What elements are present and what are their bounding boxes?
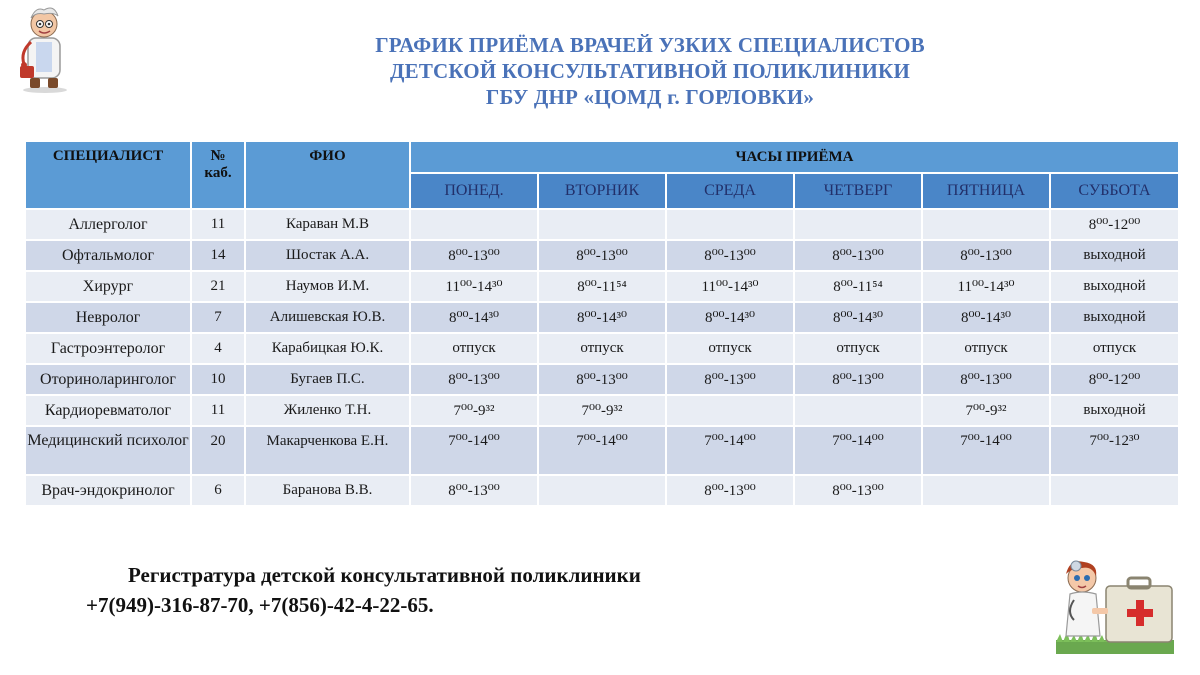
cell-room: 4	[192, 334, 244, 363]
cell-mon	[411, 210, 537, 239]
cell-mon: 8⁰⁰-14³⁰	[411, 303, 537, 332]
cell-specialist: Гастроэнтеролог	[26, 334, 190, 363]
cell-tue: 7⁰⁰-9³²	[539, 396, 665, 425]
page-title	[300, 32, 1000, 110]
cell-tue: 8⁰⁰-13⁰⁰	[539, 241, 665, 270]
cell-mon: 8⁰⁰-13⁰⁰	[411, 476, 537, 505]
cell-mon: 11⁰⁰-14³⁰	[411, 272, 537, 301]
cell-thu	[795, 396, 921, 425]
cell-tue: 8⁰⁰-14³⁰	[539, 303, 665, 332]
table-row	[26, 427, 1178, 474]
cell-sat	[1051, 476, 1178, 505]
cell-mon: 7⁰⁰-9³²	[411, 396, 537, 425]
header-room-line2: каб.	[204, 165, 232, 181]
cartoon-doctor-icon	[14, 2, 76, 94]
cell-room: 14	[192, 241, 244, 270]
cell-mon: 8⁰⁰-13⁰⁰	[411, 365, 537, 394]
title-line-3: ГБУ ДНР «ЦОМД г. ГОРЛОВКИ»	[485, 85, 815, 109]
cell-specialist: Врач-эндокринолог	[26, 476, 190, 505]
cell-wed: 8⁰⁰-14³⁰	[667, 303, 793, 332]
day-header-wed: СРЕДА	[667, 174, 793, 208]
cell-fri: 8⁰⁰-14³⁰	[923, 303, 1049, 332]
cell-name: Жиленко Т.Н.	[246, 396, 409, 425]
cell-specialist: Офтальмолог	[26, 241, 190, 270]
cell-fri: 8⁰⁰-13⁰⁰	[923, 241, 1049, 270]
cell-fri: 7⁰⁰-9³²	[923, 396, 1049, 425]
cell-sat: 8⁰⁰-12⁰⁰	[1051, 210, 1178, 239]
cell-fri	[923, 210, 1049, 239]
cell-wed	[667, 396, 793, 425]
cell-wed: отпуск	[667, 334, 793, 363]
registry-title: Регистратура детской консультативной поликлиники	[128, 563, 641, 587]
cell-sat: 7⁰⁰-12³⁰	[1051, 427, 1178, 474]
cell-thu: 8⁰⁰-13⁰⁰	[795, 476, 921, 505]
cell-tue: отпуск	[539, 334, 665, 363]
day-header-tue: ВТОРНИК	[539, 174, 665, 208]
cell-wed: 11⁰⁰-14³⁰	[667, 272, 793, 301]
cell-wed: 8⁰⁰-13⁰⁰	[667, 365, 793, 394]
cartoon-doctor-with-medkit-icon	[1052, 556, 1178, 656]
cell-fri: 8⁰⁰-13⁰⁰	[923, 365, 1049, 394]
cell-tue: 8⁰⁰-11⁵⁴	[539, 272, 665, 301]
cell-mon: 7⁰⁰-14⁰⁰	[411, 427, 537, 474]
table-row	[26, 365, 1178, 394]
cell-thu: 7⁰⁰-14⁰⁰	[795, 427, 921, 474]
cell-sat: 8⁰⁰-12⁰⁰	[1051, 365, 1178, 394]
cell-mon: 8⁰⁰-13⁰⁰	[411, 241, 537, 270]
cell-name: Караван М.В	[246, 210, 409, 239]
cell-wed: 7⁰⁰-14⁰⁰	[667, 427, 793, 474]
day-header-mon: ПОНЕД.	[411, 174, 537, 208]
table-row	[26, 272, 1178, 301]
cell-fri: отпуск	[923, 334, 1049, 363]
cell-fri: 11⁰⁰-14³⁰	[923, 272, 1049, 301]
cell-mon: отпуск	[411, 334, 537, 363]
cell-thu: 8⁰⁰-13⁰⁰	[795, 365, 921, 394]
cell-room: 10	[192, 365, 244, 394]
cell-wed	[667, 210, 793, 239]
cell-specialist: Медицинский психолог	[26, 427, 190, 474]
schedule-table	[24, 140, 1180, 507]
cell-name: Шостак А.А.	[246, 241, 409, 270]
header-room-line1: №	[210, 148, 226, 164]
cell-sat: выходной	[1051, 241, 1178, 270]
cell-specialist: Кардиоревматолог	[26, 396, 190, 425]
cell-room: 11	[192, 396, 244, 425]
table-row	[26, 303, 1178, 332]
cell-room: 7	[192, 303, 244, 332]
cell-room: 6	[192, 476, 244, 505]
cell-tue	[539, 476, 665, 505]
day-header-fri: ПЯТНИЦА	[923, 174, 1049, 208]
cell-room: 21	[192, 272, 244, 301]
cell-name: Бугаев П.С.	[246, 365, 409, 394]
header-hours: ЧАСЫ ПРИЁМА	[411, 142, 1178, 172]
cell-name: Макарченкова Е.Н.	[246, 427, 409, 474]
cell-room: 11	[192, 210, 244, 239]
cell-fri: 7⁰⁰-14⁰⁰	[923, 427, 1049, 474]
header-specialist: СПЕЦИАЛИСТ	[26, 142, 190, 208]
registry-contacts	[86, 560, 906, 620]
cell-wed: 8⁰⁰-13⁰⁰	[667, 476, 793, 505]
table-row	[26, 210, 1178, 239]
cell-name: Наумов И.М.	[246, 272, 409, 301]
cell-thu	[795, 210, 921, 239]
cell-tue: 8⁰⁰-13⁰⁰	[539, 365, 665, 394]
cell-room: 20	[192, 427, 244, 474]
cell-fri	[923, 476, 1049, 505]
cell-sat: отпуск	[1051, 334, 1178, 363]
day-header-sat: СУББОТА	[1051, 174, 1178, 208]
registry-phones: +7(949)-316-87-70, +7(856)-42-4-22-65.	[86, 593, 434, 617]
table-row	[26, 241, 1178, 270]
cell-thu: отпуск	[795, 334, 921, 363]
cell-specialist: Аллерголог	[26, 210, 190, 239]
table-row	[26, 476, 1178, 505]
cell-tue	[539, 210, 665, 239]
cell-name: Баранова В.В.	[246, 476, 409, 505]
cell-name: Карабицкая Ю.К.	[246, 334, 409, 363]
cell-specialist: Невролог	[26, 303, 190, 332]
cell-thu: 8⁰⁰-14³⁰	[795, 303, 921, 332]
cell-sat: выходной	[1051, 396, 1178, 425]
cell-specialist: Оториноларинголог	[26, 365, 190, 394]
table-row	[26, 396, 1178, 425]
cell-wed: 8⁰⁰-13⁰⁰	[667, 241, 793, 270]
header-room	[192, 142, 244, 208]
cell-name: Алишевская Ю.В.	[246, 303, 409, 332]
title-line-1: ГРАФИК ПРИЁМА ВРАЧЕЙ УЗКИХ СПЕЦИАЛИСТОВ	[375, 33, 925, 57]
title-line-2: ДЕТСКОЙ КОНСУЛЬТАТИВНОЙ ПОЛИКЛИНИКИ	[389, 59, 911, 83]
cell-specialist: Хирург	[26, 272, 190, 301]
header-name: ФИО	[246, 142, 409, 208]
cell-sat: выходной	[1051, 272, 1178, 301]
cell-thu: 8⁰⁰-13⁰⁰	[795, 241, 921, 270]
cell-sat: выходной	[1051, 303, 1178, 332]
cell-tue: 7⁰⁰-14⁰⁰	[539, 427, 665, 474]
cell-thu: 8⁰⁰-11⁵⁴	[795, 272, 921, 301]
day-header-thu: ЧЕТВЕРГ	[795, 174, 921, 208]
table-row	[26, 334, 1178, 363]
